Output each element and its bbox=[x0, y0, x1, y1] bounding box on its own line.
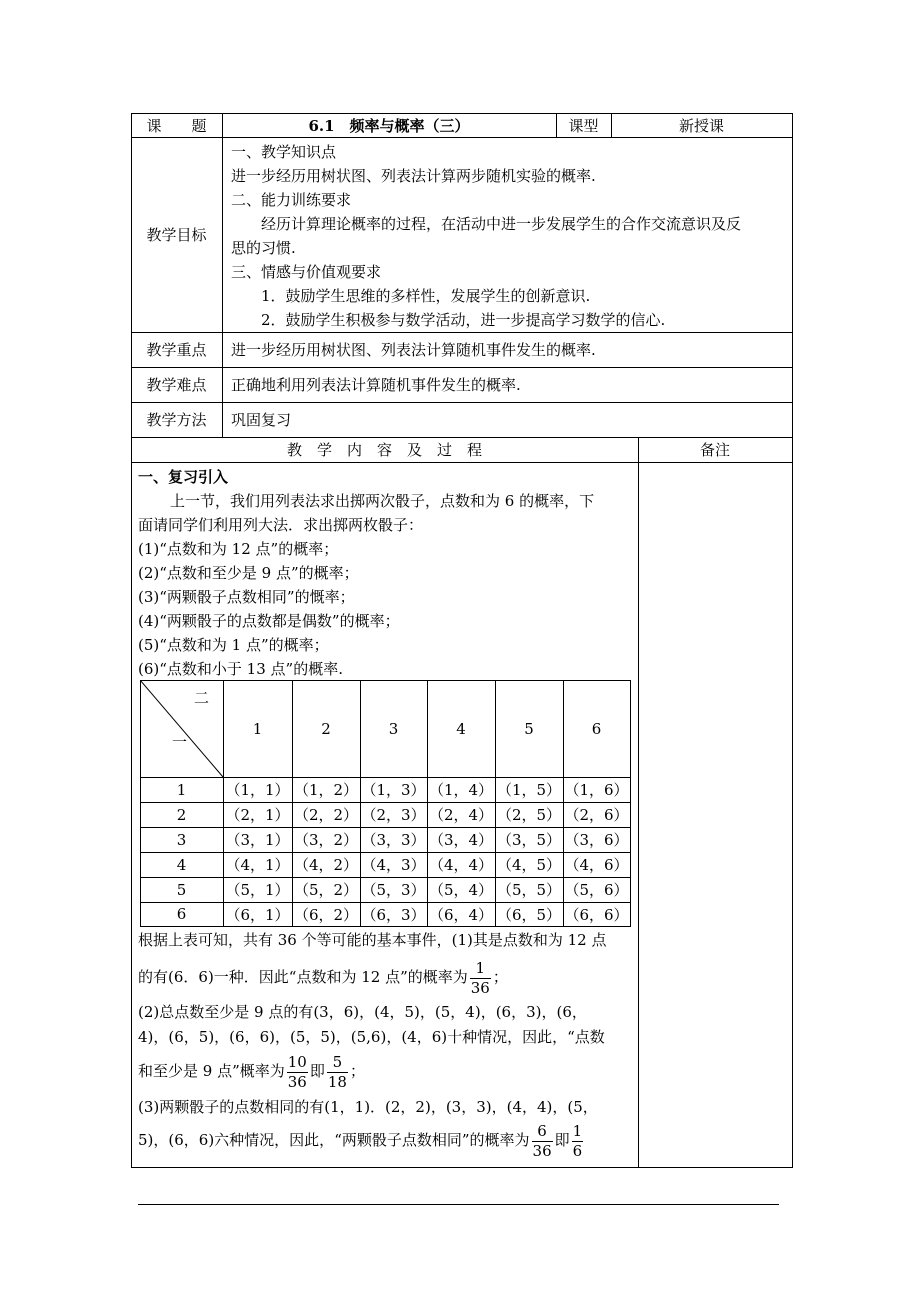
table-border bbox=[792, 113, 793, 1168]
dice-outcome-cell: （4，6） bbox=[564, 856, 629, 874]
fraction bbox=[327, 1053, 348, 1092]
fraction bbox=[287, 1053, 308, 1092]
dice-outcome-cell: （6，4） bbox=[428, 905, 494, 924]
table-border bbox=[131, 137, 793, 138]
fraction bbox=[470, 959, 491, 998]
dice-outcome-cell: （5，3） bbox=[361, 881, 426, 899]
footer-rule bbox=[138, 1204, 779, 1205]
dice-outcome-cell: （5，6） bbox=[564, 881, 629, 899]
numerator: 10 bbox=[287, 1052, 307, 1071]
topic-label: 课 题 bbox=[146, 116, 207, 135]
dice-row-label: 3 bbox=[176, 830, 187, 849]
intro-line: 上一节，我们用列表法求出掷两次骰子，点数和为 6 的概率，下 bbox=[170, 492, 595, 510]
dice-outcome-cell: （2，4） bbox=[428, 806, 494, 824]
objective-line: 经历计算理论概率的过程，在活动中进一步发展学生的合作交流意识及反 bbox=[231, 215, 742, 233]
objective-line: 三、情感与价值观要求 bbox=[231, 263, 382, 281]
dice-outcome-cell: （5，1） bbox=[225, 881, 290, 899]
analysis-line: 4)，(6，5)，(6，6)，(5，5)，(5,6)，(4，6)十种情况，因此，“点数 bbox=[138, 1028, 605, 1046]
dice-outcome-cell: （6，6） bbox=[564, 905, 629, 924]
dice-outcome-cell: （4，5） bbox=[496, 856, 562, 874]
numerator: 5 bbox=[327, 1053, 348, 1073]
key-point-value: 进一步经历用树状图、列表法计算随机事件发生的概率. bbox=[231, 341, 596, 359]
dice-outcome-cell: （3，6） bbox=[564, 831, 629, 849]
analysis-line bbox=[138, 956, 508, 998]
dice-outcome-cell: （5，4） bbox=[428, 881, 494, 899]
question-item: (3)“两颗骰子点数相同”的慨率； bbox=[138, 588, 355, 606]
dice-col-header: 5 bbox=[524, 719, 534, 738]
analysis-text: ； bbox=[492, 968, 508, 986]
dice-outcome-cell: （6，3） bbox=[361, 905, 426, 924]
fraction bbox=[572, 1122, 584, 1161]
analysis-line bbox=[138, 1119, 585, 1161]
question-item: (4)“两颗骰子的点数都是偶数”的概率； bbox=[138, 612, 400, 630]
dice-outcome-cell: （1，5） bbox=[496, 781, 562, 799]
table-border bbox=[131, 367, 793, 368]
numerator: 1 bbox=[572, 1121, 583, 1140]
numerator: 1 bbox=[470, 959, 491, 979]
dice-outcome-cell: （6，5） bbox=[496, 905, 562, 924]
difficulty-label: 教学难点 bbox=[146, 376, 207, 394]
fraction bbox=[532, 1122, 553, 1161]
dice-outcome-cell: （3，3） bbox=[361, 831, 426, 849]
numerator: 6 bbox=[532, 1122, 553, 1142]
question-item: (5)“点数和为 1 点”的概率； bbox=[138, 636, 329, 654]
lesson-type-value: 新授课 bbox=[678, 116, 724, 135]
denominator: 36 bbox=[287, 1072, 307, 1091]
denominator: 18 bbox=[327, 1072, 347, 1091]
objectives-label: 教学目标 bbox=[146, 226, 207, 244]
objective-line: 思的习惯. bbox=[231, 239, 296, 257]
corner-first-die: 一 bbox=[172, 733, 188, 751]
table-border bbox=[131, 402, 793, 403]
question-item: (1)“点数和为 12 点”的概率； bbox=[138, 540, 339, 558]
objective-line: 2．鼓励学生积极参与数学活动，进一步提高学习数学的信心. bbox=[261, 311, 666, 329]
key-point-label: 教学重点 bbox=[146, 341, 207, 359]
question-item: (2)“点数和至少是 9 点”的概率； bbox=[138, 564, 359, 582]
dice-col-header: 6 bbox=[591, 719, 602, 738]
dice-outcome-cell: （3，1） bbox=[225, 831, 290, 849]
dice-outcome-cell: （2，3） bbox=[361, 806, 426, 824]
dice-outcome-cell: （6，2） bbox=[293, 905, 359, 924]
table-border bbox=[131, 1167, 793, 1168]
analysis-text: ； bbox=[349, 1062, 365, 1080]
method-value: 巩固复习 bbox=[231, 411, 292, 429]
denominator: 36 bbox=[470, 978, 490, 997]
analysis-text: 的有(6．6)一种．因此“点数和为 12 点”的概率为 bbox=[138, 968, 468, 986]
analysis-line: 根据上表可知，共有 36 个等可能的基本事件，(1)其是点数和为 12 点 bbox=[138, 931, 607, 949]
dice-grid-line bbox=[630, 680, 631, 927]
content-header: 教 学 内 容 及 过 程 bbox=[286, 441, 482, 459]
corner-diagonal bbox=[140, 680, 224, 778]
dice-outcome-cell: （3，4） bbox=[428, 831, 494, 849]
dice-outcome-cell: （4，2） bbox=[293, 856, 359, 874]
objective-line: 进一步经历用树状图、列表法计算两步随机实验的概率. bbox=[231, 167, 596, 185]
objective-line: 一、教学知识点 bbox=[231, 143, 337, 161]
dice-outcome-cell: （1，1） bbox=[225, 781, 290, 799]
table-border bbox=[131, 462, 793, 463]
dice-outcome-cell: （2，1） bbox=[225, 806, 290, 824]
lesson-type-label: 课型 bbox=[568, 116, 599, 135]
dice-outcome-cell: （1，2） bbox=[293, 781, 359, 799]
dice-col-header: 1 bbox=[252, 719, 263, 738]
table-border bbox=[222, 113, 223, 438]
dice-outcome-cell: （1，4） bbox=[428, 781, 494, 799]
notes-header: 备注 bbox=[699, 441, 730, 459]
dice-outcome-cell: （4，1） bbox=[225, 856, 290, 874]
table-border bbox=[638, 437, 639, 1168]
dice-outcome-cell: （1，6） bbox=[564, 781, 629, 799]
dice-outcome-cell: （3，5） bbox=[496, 831, 562, 849]
dice-outcome-cell: （4，4） bbox=[428, 856, 494, 874]
analysis-text: 即 bbox=[554, 1131, 570, 1149]
method-label: 教学方法 bbox=[146, 411, 207, 429]
dice-col-header: 4 bbox=[456, 719, 466, 738]
dice-row-label: 1 bbox=[176, 780, 187, 799]
topic-value: 6.1 频率与概率（三） bbox=[308, 116, 470, 135]
table-border bbox=[131, 332, 793, 333]
analysis-text: 和至少是 9 点”概率为 bbox=[138, 1062, 285, 1080]
dice-outcome-cell: （1，3） bbox=[361, 781, 426, 799]
dice-col-header: 3 bbox=[388, 719, 399, 738]
analysis-text: 5)，(6，6)六种情况，因此，“两颗骰子点数相同”的概率为 bbox=[138, 1131, 530, 1149]
analysis-line: (3)两颗骰子的点数相同的有(1，1)．(2，2)，(3，3)，(4，4)，(5， bbox=[138, 1098, 598, 1116]
objective-line: 二、能力训练要求 bbox=[231, 191, 352, 209]
dice-row-label: 6 bbox=[176, 905, 187, 923]
dice-outcome-cell: （3，2） bbox=[293, 831, 359, 849]
analysis-line bbox=[138, 1050, 365, 1092]
dice-outcome-cell: （4，3） bbox=[361, 856, 426, 874]
dice-grid-line bbox=[140, 926, 631, 927]
dice-outcome-cell: （2，6） bbox=[564, 806, 629, 824]
analysis-line: (2)总点数至少是 9 点的有(3，6)，(4，5)，(5，4)，(6，3)，(6， bbox=[138, 1003, 587, 1021]
dice-col-header: 2 bbox=[321, 719, 331, 738]
section-title: 一、复习引入 bbox=[138, 468, 229, 486]
dice-outcome-cell: （5，2） bbox=[293, 881, 359, 899]
dice-row-label: 5 bbox=[176, 880, 187, 899]
dice-row-label: 4 bbox=[176, 855, 187, 874]
analysis-text: 即 bbox=[309, 1062, 325, 1080]
objective-line: 1．鼓励学生思维的多样性，发展学生的创新意识. bbox=[261, 287, 591, 305]
dice-outcome-cell: （6，1） bbox=[225, 905, 290, 924]
intro-line: 面请同学们利用列大法．求出掷两枚骰子： bbox=[138, 516, 424, 534]
dice-row-label: 2 bbox=[176, 805, 187, 824]
question-item: (6)“点数和小于 13 点”的概率. bbox=[138, 660, 343, 678]
dice-outcome-cell: （2，5） bbox=[496, 806, 562, 824]
denominator: 36 bbox=[532, 1141, 552, 1160]
denominator: 6 bbox=[572, 1141, 583, 1160]
dice-outcome-cell: （2，2） bbox=[293, 806, 359, 824]
corner-second-die: 二 bbox=[194, 689, 210, 707]
dice-outcome-cell: （5，5） bbox=[496, 881, 562, 899]
difficulty-value: 正确地利用列表法计算随机事件发生的概率. bbox=[231, 376, 521, 394]
